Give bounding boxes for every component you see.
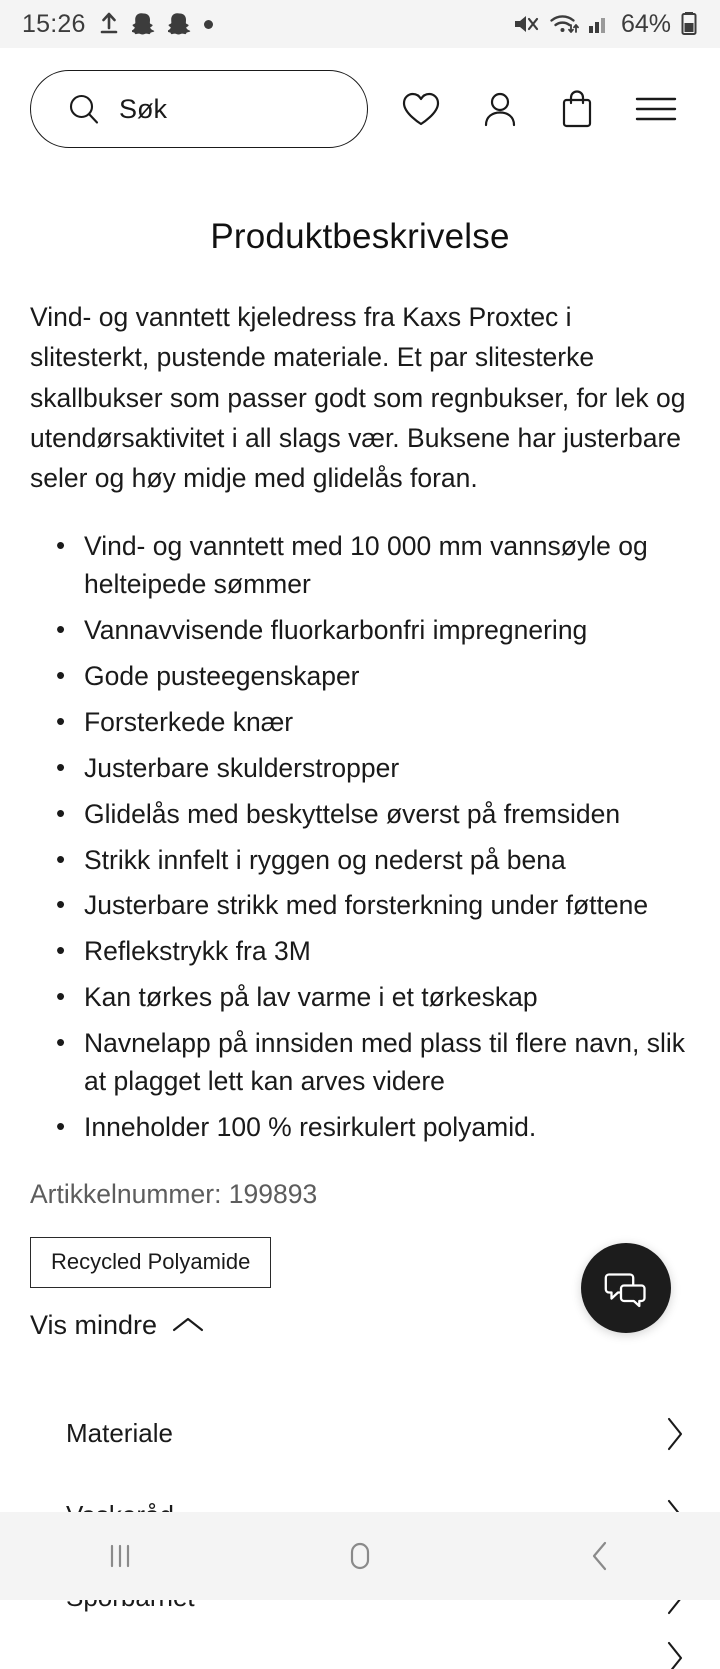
menu-hamburger-icon[interactable]	[634, 92, 678, 126]
wifi-icon	[549, 11, 579, 37]
product-description-section	[0, 170, 720, 1669]
list-item: • Justerbare skulderstropper	[84, 750, 690, 788]
list-item: • Vannavvisende fluorkarbonfri impregnering	[84, 612, 690, 650]
chat-support-button[interactable]	[581, 1243, 671, 1333]
recents-button[interactable]	[0, 1512, 240, 1600]
wishlist-heart-icon[interactable]	[400, 89, 442, 129]
accordion-item-materiale[interactable]	[0, 1393, 720, 1475]
recents-icon	[103, 1539, 137, 1573]
account-person-icon[interactable]	[480, 89, 520, 129]
chevron-right-icon	[664, 1415, 686, 1453]
list-item: • Kan tørkes på lav varme i et tørkeskap	[84, 979, 690, 1017]
list-item: • Gode pusteegenskaper	[84, 658, 690, 696]
android-navigation-bar	[0, 1512, 720, 1600]
cart-bag-icon[interactable]	[558, 88, 596, 130]
chevron-right-icon	[664, 1639, 686, 1669]
search-placeholder: Søk	[119, 93, 168, 124]
upload-icon	[98, 11, 120, 37]
battery-icon	[680, 10, 698, 38]
header-icon-group	[400, 88, 694, 130]
status-bar-right	[512, 10, 698, 39]
article-number: Artikkelnummer: 199893	[30, 1178, 318, 1209]
list-item: • Inneholder 100 % resirkulert polyamid.	[84, 1109, 690, 1147]
show-less-label: Vis mindre	[30, 1309, 158, 1340]
snapchat-ghost-icon	[168, 12, 192, 37]
list-item: • Reflekstrykk fra 3M	[84, 933, 690, 971]
status-bar	[0, 0, 720, 48]
status-bar-left	[22, 10, 213, 39]
status-badge: Recycled Polyamide	[30, 1237, 271, 1288]
back-button[interactable]	[480, 1512, 720, 1600]
chevron-left-icon	[585, 1538, 615, 1574]
chat-bubbles-icon	[602, 1266, 650, 1310]
accordion-item-label: Materiale	[66, 1418, 173, 1449]
list-item: • Forsterkede knær	[84, 704, 690, 742]
feature-list	[0, 528, 720, 1146]
list-item: • Navnelapp på innsiden med plass til flere navn, slik at plagget lett kan arves videre	[84, 1025, 690, 1101]
list-item: • Justerbare strikk med forsterkning under føttene	[84, 887, 690, 925]
chevron-up-icon	[171, 1314, 205, 1336]
list-item: • Strikk innfelt i ryggen og nederst på bena	[84, 842, 690, 880]
mute-icon	[512, 11, 540, 37]
site-header	[0, 48, 720, 170]
dot-icon	[204, 20, 213, 29]
battery-percent-label: 64%	[620, 9, 671, 38]
search-input[interactable]	[30, 70, 368, 148]
list-item: • Vind- og vanntett med 10 000 mm vannsøyle og helteipede sømmer	[84, 528, 690, 604]
home-circle-icon	[342, 1538, 378, 1574]
page-title: Produktbeskrivelse	[210, 217, 510, 256]
search-icon	[67, 92, 101, 126]
show-less-button[interactable]	[30, 1310, 205, 1341]
snapchat-ghost-icon	[132, 12, 156, 37]
list-item: • Glidelås med beskyttelse øverst på fremsiden	[84, 796, 690, 834]
home-button[interactable]	[240, 1512, 480, 1600]
product-intro-text: Vind- og vanntett kjeledress fra Kaxs Proxtec i slitesterkt, pustende materiale. Et par slitesterke skallbukser som passer godt som regnbukser, for lek og utendørsaktivitet i all slags vær. Buksene har justerbare seler og høy midje med glidelås foran.	[30, 302, 686, 494]
accordion-item-next-partial[interactable]	[0, 1639, 720, 1669]
status-time: 15:26	[22, 9, 86, 38]
signal-icon	[588, 11, 610, 37]
